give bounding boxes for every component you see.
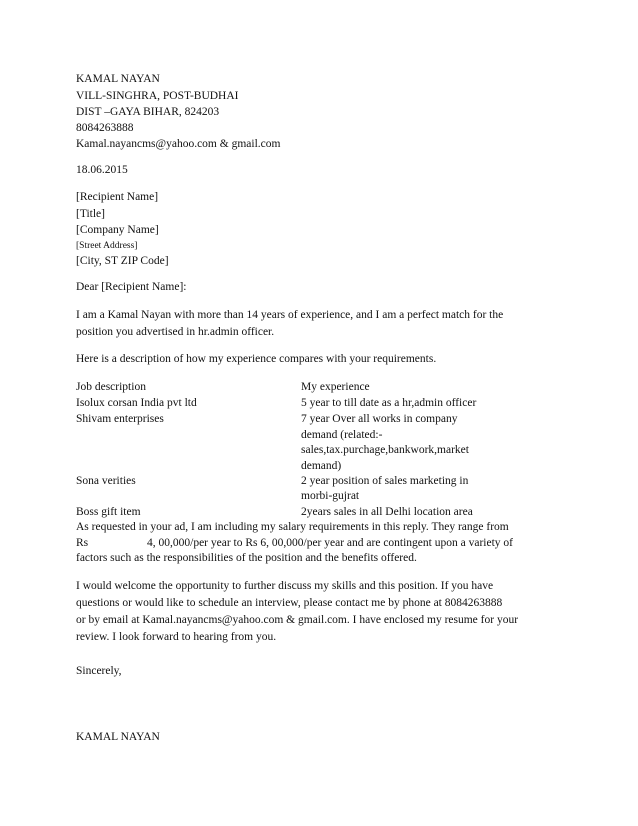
intro-line-2: position you advertised in hr.admin officer. bbox=[76, 326, 275, 338]
salary-line-3: factors such as the responsibilities of the position and the benefits offered. bbox=[76, 552, 417, 564]
table-row-right: 2 year position of sales marketing in bbox=[301, 475, 469, 487]
table-row-right: 2years sales in all Delhi location area bbox=[301, 506, 473, 518]
recipient-name: [Recipient Name] bbox=[76, 191, 159, 203]
salary-rs-label: Rs bbox=[76, 537, 89, 549]
table-row-right: morbi-gujrat bbox=[301, 490, 360, 502]
signature-name: KAMAL NAYAN bbox=[76, 731, 160, 743]
description-intro: Here is a description of how my experience compares with your requirements. bbox=[76, 353, 437, 365]
table-row-left: Sona verities bbox=[76, 475, 136, 487]
closing-line-4: review. I look forward to hearing from you. bbox=[76, 631, 277, 643]
salutation: Dear [Recipient Name]: bbox=[76, 281, 187, 293]
table-header-left: Job description bbox=[76, 381, 146, 393]
sender-address-line1: VILL-SINGHRA, POST-BUDHAI bbox=[76, 90, 239, 102]
table-row-right: sales,tax.purchage,bankwork,market bbox=[301, 444, 469, 456]
salary-line-1: As requested in your ad, I am including my salary requirements in this reply. They range from bbox=[76, 521, 509, 533]
table-row-left: Boss gift item bbox=[76, 506, 141, 518]
table-row-left: Shivam enterprises bbox=[76, 413, 164, 425]
sender-name: KAMAL NAYAN bbox=[76, 73, 160, 85]
table-header-right: My experience bbox=[301, 381, 370, 393]
closing-line-2: questions or would like to schedule an interview, please contact me by phone at 8084263888 bbox=[76, 597, 503, 609]
recipient-street: [Street Address] bbox=[76, 241, 138, 251]
salary-line-2: 4, 00,000/per year to Rs 6, 00,000/per year and are contingent upon a variety of bbox=[147, 537, 513, 549]
sender-phone: 8084263888 bbox=[76, 122, 134, 134]
letter-date: 18.06.2015 bbox=[76, 164, 128, 176]
recipient-title: [Title] bbox=[76, 208, 105, 220]
signoff: Sincerely, bbox=[76, 665, 122, 677]
closing-line-3: or by email at Kamal.nayancms@yahoo.com & gmail.com. I have enclosed my resume for your bbox=[76, 614, 519, 626]
table-row-right: demand) bbox=[301, 460, 342, 472]
table-row-right: 7 year Over all works in company bbox=[301, 413, 458, 425]
table-row-right: 5 year to till date as a hr,admin officer bbox=[301, 397, 477, 409]
closing-line-1: I would welcome the opportunity to further discuss my skills and this position. If you have bbox=[76, 580, 494, 592]
intro-line-1: I am a Kamal Nayan with more than 14 years of experience, and I am a perfect match for the bbox=[76, 309, 504, 321]
table-row-left: Isolux corsan India pvt ltd bbox=[76, 397, 197, 409]
recipient-city: [City, ST ZIP Code] bbox=[76, 255, 169, 267]
sender-address-line2: DIST –GAYA BIHAR, 824203 bbox=[76, 106, 220, 118]
table-row-right: demand (related:- bbox=[301, 429, 383, 441]
sender-email: Kamal.nayancms@yahoo.com & gmail.com bbox=[76, 138, 281, 150]
recipient-company: [Company Name] bbox=[76, 224, 159, 236]
